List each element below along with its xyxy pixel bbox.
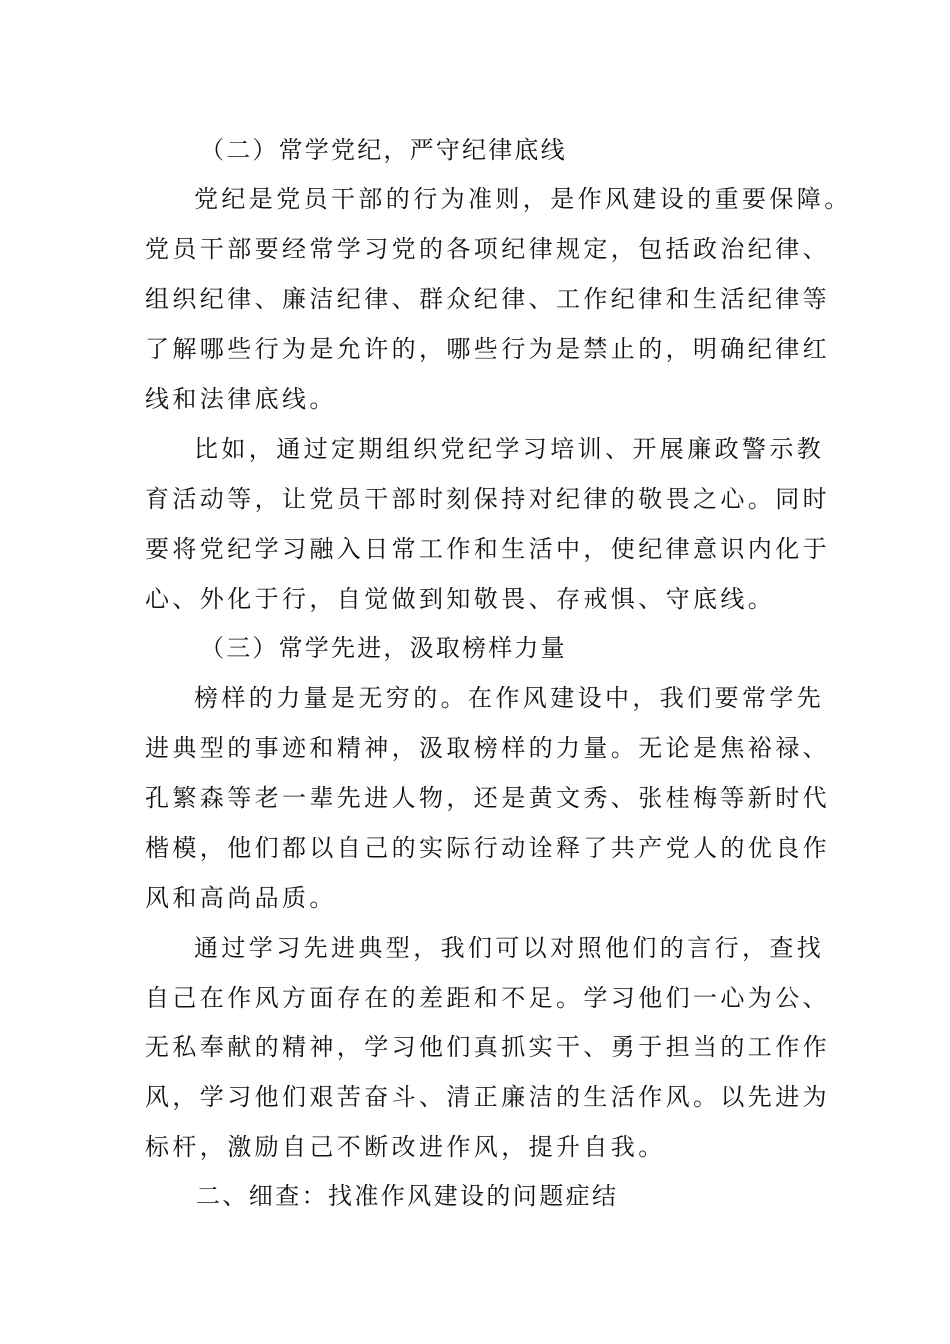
paragraph-line: 榜样的力量是无穷的。在作风建设中，我们要常学先 [194, 684, 825, 712]
paragraph-line: 通过学习先进典型，我们可以对照他们的言行，查找 [194, 934, 825, 962]
paragraph-line: 风，学习他们艰苦奋斗、清正廉洁的生活作风。以先进为 [145, 1083, 830, 1111]
paragraph-line: 了解哪些行为是允许的，哪些行为是禁止的，明确纪律红 [145, 335, 830, 363]
paragraph-line: 风和高尚品质。 [145, 884, 337, 912]
part-heading-2: 二、细查：找准作风建设的问题症结 [196, 1182, 619, 1210]
section-heading-3: （三）常学先进，汲取榜样力量 [200, 634, 567, 662]
paragraph-line: 进典型的事迹和精神，汲取榜样的力量。无论是焦裕禄、 [145, 734, 830, 762]
paragraph-line: 要将党纪学习融入日常工作和生活中，使纪律意识内化于 [145, 535, 830, 563]
paragraph-line: 育活动等，让党员干部时刻保持对纪律的敬畏之心。同时 [145, 485, 830, 513]
paragraph-line: 党员干部要经常学习党的各项纪律规定，包括政治纪律、 [145, 235, 830, 263]
paragraph-line: 楷模，他们都以自己的实际行动诠释了共产党人的优良作 [145, 834, 830, 862]
paragraph-line: 组织纪律、廉洁纪律、群众纪律、工作纪律和生活纪律等 [145, 285, 830, 313]
paragraph-line: 无私奉献的精神，学习他们真抓实干、勇于担当的工作作 [145, 1033, 830, 1061]
paragraph-line: 孔繁森等老一辈先进人物，还是黄文秀、张桂梅等新时代 [145, 784, 830, 812]
section-heading-2: （二）常学党纪，严守纪律底线 [200, 136, 567, 164]
paragraph-line: 自己在作风方面存在的差距和不足。学习他们一心为公、 [145, 984, 830, 1012]
paragraph-line: 标杆，激励自己不断改进作风，提升自我。 [145, 1133, 666, 1161]
paragraph-line: 比如，通过定期组织党纪学习培训、开展廉政警示教 [194, 435, 825, 463]
paragraph-line: 线和法律底线。 [145, 385, 337, 413]
paragraph-line: 党纪是党员干部的行为准则，是作风建设的重要保障。 [194, 185, 852, 213]
paragraph-line: 心、外化于行，自觉做到知敬畏、存戒惧、守底线。 [145, 585, 776, 613]
